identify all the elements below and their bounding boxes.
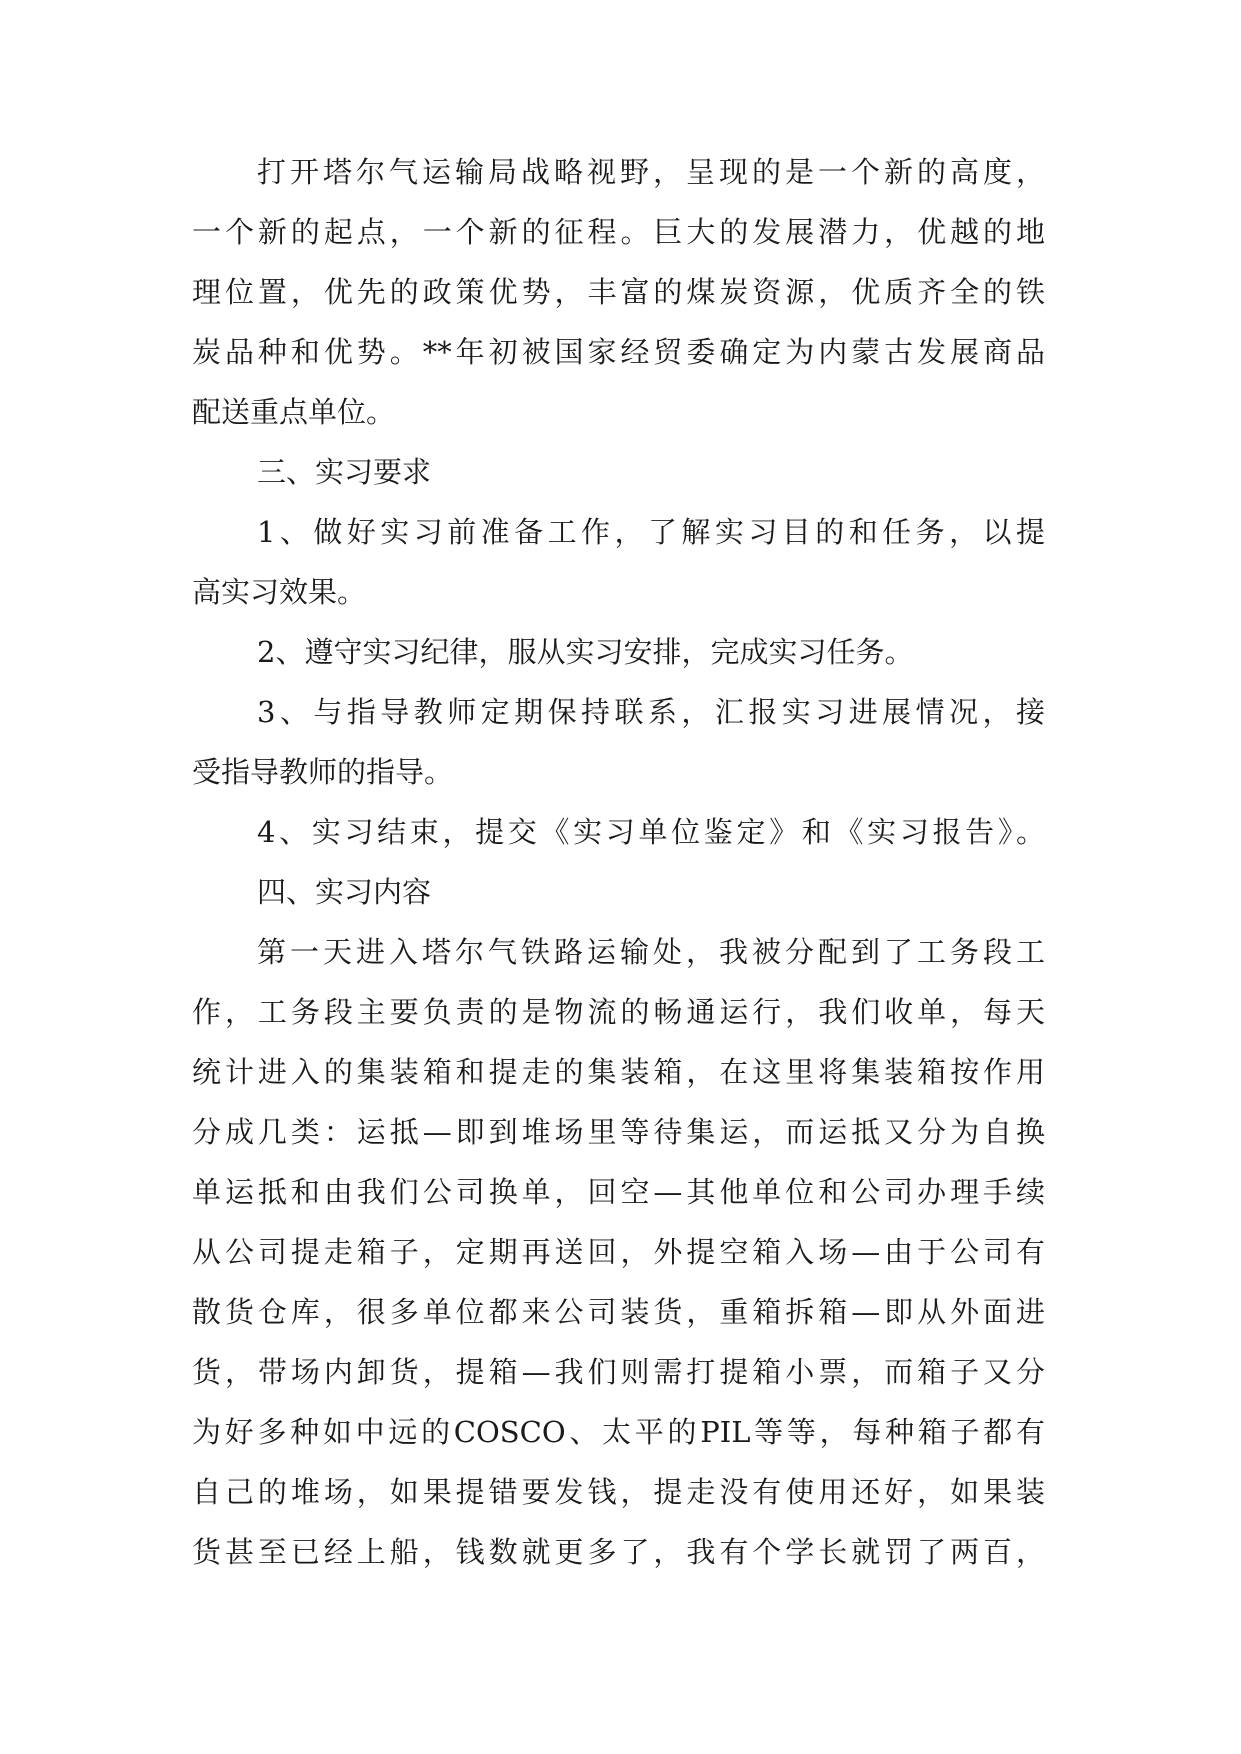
text-line: 1、做好实习前准备工作，了解实习目的和任务，以提 [257, 515, 1045, 549]
text-line: 理位置，优先的政策优势，丰富的煤炭资源，优质齐全的铁 [192, 275, 1045, 309]
text-line: 打开塔尔气运输局战略视野，呈现的是一个新的高度， [257, 155, 1045, 189]
section-heading: 三、实习要求 [257, 455, 432, 489]
text-line: 为好多种如中远的COSCO、太平的PIL等等，每种箱子都有 [192, 1415, 1045, 1449]
text-line: 从公司提走箱子，定期再送回，外提空箱入场—由于公司有 [192, 1235, 1045, 1269]
text-line: 分成几类：运抵—即到堆场里等待集运，而运抵又分为自换 [192, 1115, 1045, 1149]
text-line: 散货仓库，很多单位都来公司装货，重箱拆箱—即从外面进 [192, 1295, 1045, 1329]
text-line: 配送重点单位。 [192, 395, 396, 429]
text-line: 炭品种和优势。**年初被国家经贸委确定为内蒙古发展商品 [192, 335, 1045, 369]
text-line: 货甚至已经上船，钱数就更多了，我有个学长就罚了两百， [192, 1535, 1045, 1569]
text-line: 第一天进入塔尔气铁路运输处，我被分配到了工务段工 [257, 935, 1045, 969]
text-line: 3、与指导教师定期保持联系，汇报实习进展情况，接 [257, 695, 1045, 729]
text-line: 单运抵和由我们公司换单，回空—其他单位和公司办理手续 [192, 1175, 1045, 1209]
text-line: 2、遵守实习纪律，服从实习安排，完成实习任务。 [257, 635, 914, 669]
section-heading: 四、实习内容 [257, 875, 432, 909]
text-line: 一个新的起点，一个新的征程。巨大的发展潜力，优越的地 [192, 215, 1045, 249]
text-line: 货，带场内卸货，提箱—我们则需打提箱小票，而箱子又分 [192, 1355, 1045, 1389]
text-line: 统计进入的集装箱和提走的集装箱，在这里将集装箱按作用 [192, 1055, 1045, 1089]
text-line: 受指导教师的指导。 [192, 755, 454, 789]
text-line: 作，工务段主要负责的是物流的畅通运行，我们收单，每天 [192, 995, 1045, 1029]
text-line: 自己的堆场，如果提错要发钱，提走没有使用还好，如果装 [192, 1475, 1045, 1509]
text-line: 4、实习结束，提交《实习单位鉴定》和《实习报告》。 [257, 815, 1045, 849]
text-line: 高实习效果。 [192, 575, 367, 609]
